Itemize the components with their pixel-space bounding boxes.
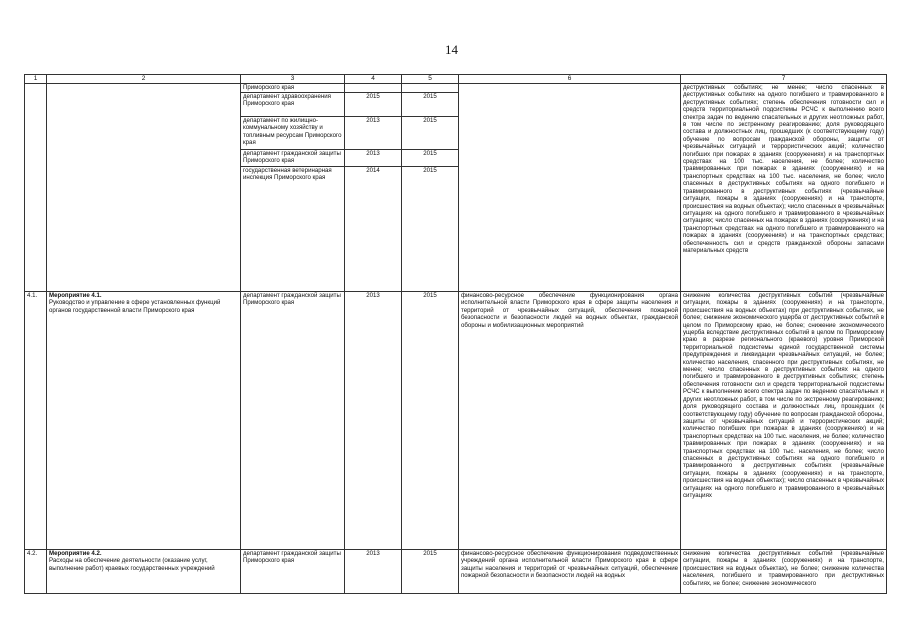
executor-entry: департамент здравоохранения Приморского края — [241, 93, 344, 117]
measure-cell — [47, 292, 241, 550]
header-cell: 2 — [47, 75, 241, 84]
executor-cell: департамент гражданской защиты Приморского края — [241, 292, 345, 550]
header-cell: 1 — [25, 75, 47, 84]
year-entry: 2015 — [402, 117, 458, 150]
year-entry: 2013 — [345, 150, 401, 167]
start-year: 2013 — [345, 292, 402, 550]
year-entry: 2015 — [402, 150, 458, 167]
table-row-continued — [25, 84, 887, 292]
measure-description: Руководство и управление в сфере установленных функций органов государственной власти Приморского края — [49, 299, 221, 314]
table-row-4-1 — [25, 292, 887, 550]
table-header-row — [25, 75, 887, 84]
header-cell: 3 — [241, 75, 345, 84]
year-entry: 2015 — [423, 167, 437, 174]
header-cell: 4 — [345, 75, 402, 84]
year-entry: 2013 — [345, 117, 401, 150]
results-cell: снижение количества деструктивных событий (чрезвычайные ситуации, пожары в зданиях (сооружениях) и на транспорте, происшествия на водных объектах), не более; снижение количества населения, погибшего и травмированного при деструктивных событиях, не более; снижение экономического — [681, 550, 887, 594]
executor-entry: департамент по жилищно-коммунальному хозяйству и топливным ресурсам Приморского края — [241, 117, 344, 150]
page-number: 14 — [445, 42, 458, 57]
year-entry — [402, 84, 458, 93]
header-cell: 7 — [681, 75, 887, 84]
funding-cell: финансово-ресурсное обеспечение функционирования подведомственных учреждений органа исполнительной власти Приморского края в сфере защиты населения и территорий от чрезвычайных ситуаций, обеспечение пожарной безопасности и безопасности людей на водных — [459, 550, 681, 594]
end-year-cell — [402, 84, 459, 292]
row-number: 4.2. — [25, 550, 47, 594]
end-year: 2015 — [402, 292, 459, 550]
measure-title: Мероприятие 4.2. — [49, 550, 102, 557]
header-cell: 6 — [459, 75, 681, 84]
results-cell: снижение количества деструктивных событий (чрезвычайные ситуации, пожары в зданиях (сооружениях) и на транспорте, происшествия на водных объектах) при деструктивных событиях, не более; снижение экономического ущерба от деструктивных событий в целом по Приморскому краю, не более; снижение экономического ущерба вследствие деструктивных событий в целом по Приморскому краю в разрезе регионального (краевого) уровня Приморской территориальной подсистемы единой государственной системы предупреждения и ликвидации чрезвычайных ситуаций, не более; количество населения, спасенного при деструктивных событиях, не менее; число спасенных в деструктивных событиях на одного погибшего и травмированного в деструктивных событиях; степень обеспечения готовности сил и средств территориальной подсистемы РСЧС к выполнению всего спектра задач по ведению спасательных и других неотложных работ, в том числе по экстренному реагированию; доля руководящего состава и должностных лиц, прошедших (к соответствующему году) обучение по вопросам гражданской обороны, защиты от чрезвычайных ситуаций и террористических акций; количество погибших при пожарах в зданиях (сооружениях) и на транспортных средствах на 100 тыс. населения, не более; количество травмированных при пожарах в зданиях (сооружениях) и на транспортных средствах на 100 тыс. населения, не более; число спасенных в деструктивных событиях на одного погибшего и травмированного в деструктивных событиях (чрезвычайные ситуации, пожары в зданиях (сооружениях) и на транспорте, происшествия на водных объектах); число спасенных в чрезвычайных ситуациях на одного погибшего и травмированного в чрезвычайных ситуациях — [681, 292, 887, 550]
executor-entry: Приморского края — [241, 84, 344, 93]
measures-table — [24, 74, 887, 594]
measure-title: Мероприятие 4.1. — [49, 292, 102, 299]
funding-cell: финансово-ресурсное обеспечение функционирования органа исполнительной власти Приморского края в сфере защиты населения и территорий от чрезвычайных ситуаций, обеспечения пожарной безопасности и безопасности людей на водных объектах, гражданской обороны и мобилизационных мероприятий — [459, 292, 681, 550]
measure-cell — [47, 550, 241, 594]
executor-entry: государственная ветеринарная инспекция Приморского края — [243, 167, 332, 182]
table-row-4-2 — [25, 550, 887, 594]
year-entry: 2015 — [345, 93, 401, 117]
results-cell: деструктивных событиях; не менее; число спасенных в деструктивных событиях на одного погибшего и травмированного в деструктивных событиях; степень обеспечения готовности сил и средств территориальной подсистемы РСЧС к выполнению всего спектра задач по ведению спасательных и других неотложных работ, в том числе по экстренному реагированию; доля руководящего состава и должностных лиц, прошедших (к соответствующему году) обучение по вопросам гражданской обороны, защиты от чрезвычайных ситуаций и террористических акций; количество погибших при пожарах в зданиях (сооружениях) и на транспортных средствах на 100 тыс. населения, не более; количество травмированных при пожарах в зданиях (сооружениях) и на транспортных средствах на 100 тыс. населения, не более; число спасенных в деструктивных событиях на одного погибшего и травмированного в деструктивных событиях (чрезвычайные ситуации, пожары в зданиях (сооружениях) и на транспорте, происшествия на водных объектах); число спасенных в чрезвычайных ситуациях на одного погибшего и травмированного в чрезвычайных ситуациях; число спасенных на пожарах в зданиях (сооружениях) и на транспортных средствах на одного погибшего и травмированного на пожарах в зданиях (сооружениях) и на транспортных средствах; обеспеченность сил и средств гражданской обороны запасами материальных средств — [681, 84, 887, 292]
executor-cell: департамент гражданской защиты Приморского края — [241, 550, 345, 594]
end-year: 2015 — [402, 550, 459, 594]
year-entry: 2015 — [402, 93, 458, 117]
year-entry: 2014 — [366, 167, 380, 174]
measure-description: Расходы на обеспечение деятельности (оказание услуг, выполнение работ) краевых государственных учреждений — [49, 557, 215, 572]
start-year-cell — [345, 84, 402, 292]
executor-entry: департамент гражданской защиты Приморского края — [241, 150, 344, 167]
row-number: 4.1. — [25, 292, 47, 550]
header-cell: 5 — [402, 75, 459, 84]
start-year: 2013 — [345, 550, 402, 594]
executors-cell — [241, 84, 345, 292]
year-entry — [345, 84, 401, 93]
